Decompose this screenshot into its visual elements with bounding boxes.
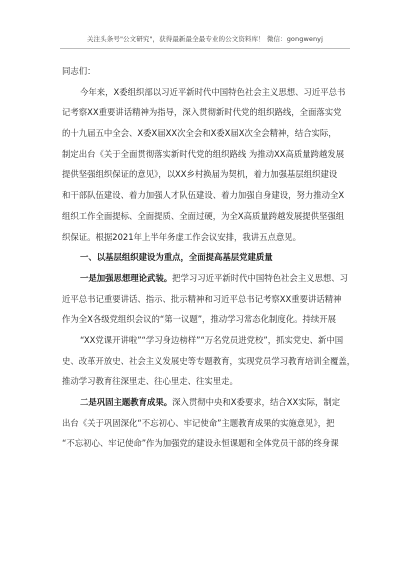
section-1-heading: 一、以基层组织建设为重点，全面提高基层党建质量 — [80, 252, 273, 263]
paragraph-1-line: 组织工作全面提标、全面提质、全面过硬，为全X高质量跨越发展提供坚强组 — [62, 210, 345, 221]
header-divider — [60, 48, 350, 49]
paragraph-1-line: 织保证。根据2021年上半年务虚工作会议安排，我讲五点意见。 — [62, 231, 302, 242]
paragraph-3-line: 出台《关于巩固深化“不忘初心、牢记使命”主题教育成果的实施意见》，把 — [62, 417, 335, 428]
paragraph-1-line: 提供坚强组织保证的意见》，以XX乡村换届为契机，着力加强基层组织建设 — [62, 169, 338, 180]
paragraph-1-line: 制定出台《关于全面贯彻落实新时代党的组织路线 为推动XX高质量跨越发展 — [62, 148, 345, 159]
greeting: 同志们： — [62, 66, 96, 76]
paragraph-2-first-line — [62, 268, 362, 289]
paragraph-2-line: 近平总书记重要讲话、指示、批示精神和习近平总书记考察XX重要讲话精神 — [62, 293, 342, 304]
paragraph-1-line: 今年来，X委组织部以习近平新时代中国特色社会主义思想、习近平总书 — [80, 86, 346, 97]
paragraph-2-line: “XX党课开讲啦”“学习身边榜样”“万名党员进党校”，抓实党史、新中国 — [80, 334, 344, 345]
paragraph-2-line: 作为全X各级党组织会议的“第一议题”，推动学习常态化制度化。持续开展 — [62, 314, 337, 325]
paragraph-2-line: 史、改革开放史、社会主义发展史等专题教育，实现党员学习教育培训全覆盖， — [62, 355, 356, 366]
header-note: 关注头条号"公文研究"，获得最新最全最专业的公文资料库！ 微信：gongwenyj — [86, 35, 324, 43]
paragraph-1-line: 和干部队伍建设、着力加强人才队伍建设、着力加强自身建设，努力推动全X — [62, 190, 345, 201]
paragraph-2-lead: 一是加强思想理论武装。 — [80, 272, 173, 283]
paragraph-3-first-line — [62, 392, 362, 413]
paragraph-2-line: 推动学习教育往深里走、往心里走、往实里走。 — [62, 376, 238, 387]
paragraph-3-line: 深入贯彻中央和X委要求，结合XX实际，制定 — [172, 397, 341, 407]
paragraph-3-lead: 二是巩固主题教育成果。 — [80, 397, 173, 407]
paragraph-3-line: “不忘初心、牢记使命”作为加强党的建设永恒课题和全体党员干部的终身课 — [62, 438, 339, 449]
paragraph-1-line: 记考察XX重要讲话精神为指导，深入贯彻新时代党的组织路线，全面落实党 — [62, 107, 342, 118]
paragraph-2-line: 把学习习近平新时代中国特色社会主义思想、习 — [172, 272, 348, 283]
document-body — [62, 61, 362, 454]
paragraph-1-line: 的十九届五中全会、X委X届XX次全会和X委X届X次全会精神，结合实际， — [62, 128, 337, 139]
